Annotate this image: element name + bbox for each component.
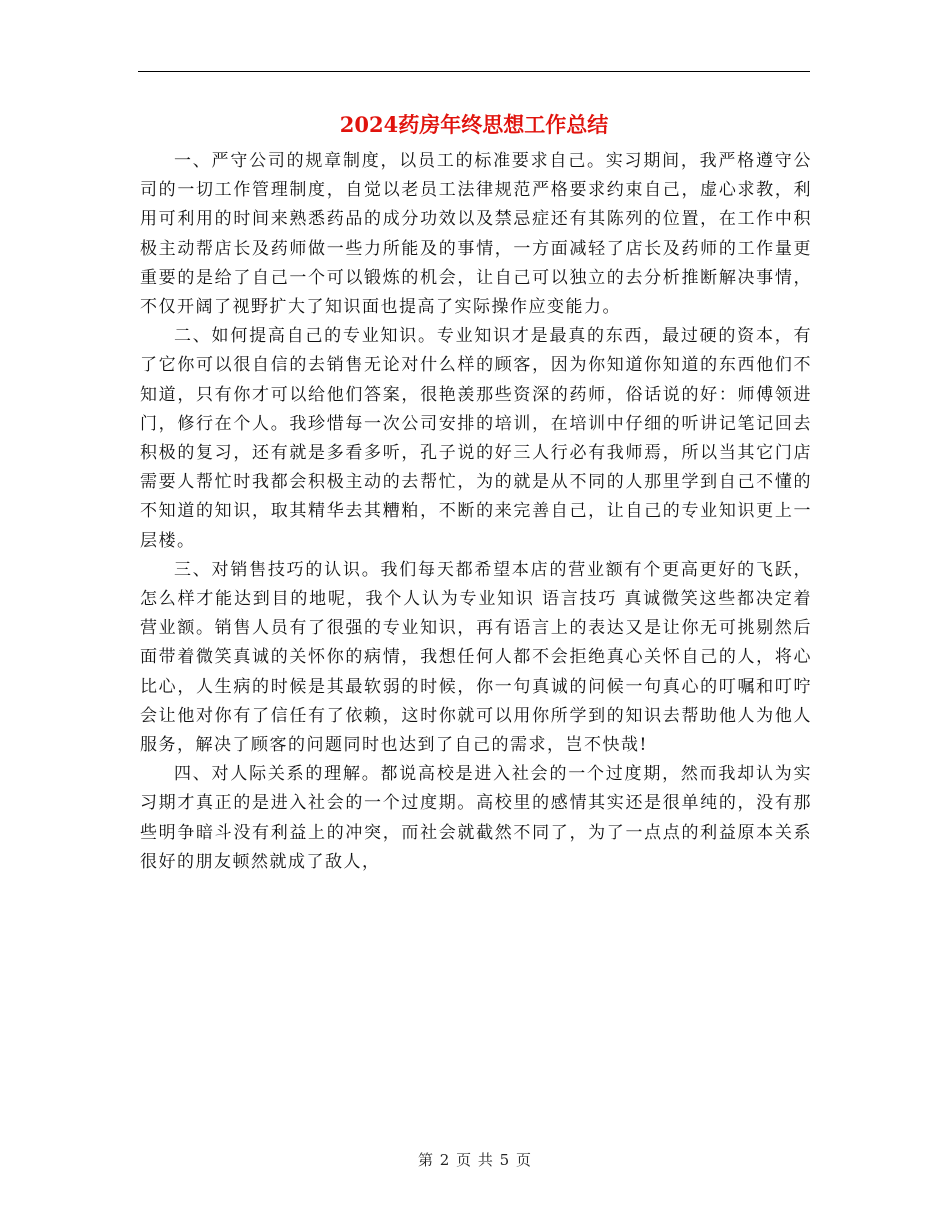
paragraph-2: 二、如何提高自己的专业知识。专业知识才是最真的东西，最过硬的资本，有了它你可以很自信的去销售无论对什么样的顾客，因为你知道你知道的东西他们不知道，只有你才可以给他们答案，很艳羡那些资深的药师，俗话说的好：师傅领进门，修行在个人。我珍惜每一次公司安排的培训，在培训中仔细的听讲记笔记回去积极的复习，还有就是多看多听，孔子说的好三人行必有我师焉，所以当其它门店需要人帮忙时我都会积极主动的去帮忙，为的就是从不同的人那里学到自己不懂的不知道的知识，取其精华去其糟粕，不断的来完善自己，让自己的专业知识更上一层楼。	[140, 326, 812, 551]
paragraph-4: 四、对人际关系的理解。都说高校是进入社会的一个过度期，然而我却认为实习期才真正的是进入社会的一个过度期。高校里的感情其实还是很单纯的，没有那些明争暗斗没有利益上的冲突，而社会就截然不同了，为了一点点的利益原本关系很好的朋友顿然就成了敌人，	[140, 764, 812, 872]
header-rule	[138, 71, 810, 72]
paragraph-3: 三、对销售技巧的认识。我们每天都希望本店的营业额有个更高更好的飞跃，怎么样才能达到目的地呢，我个人认为专业知识 语言技巧 真诚微笑这些都决定着营业额。销售人员有了很强的专业知识，再有语言上的表达又是让你无可挑剔然后面带着微笑真诚的关怀你的病情，我想任何人都不会拒绝真心关怀自己的人，将心比心，人生病的时候是其最软弱的时候，你一句真诚的问候一句真心的叮嘱和叮咛会让他对你有了信任有了依赖，这时你就可以用你所学到的知识去帮助他人为他人服务，解决了顾客的问题同时也达到了自己的需求，岂不快哉!	[140, 559, 812, 756]
page-number-footer: 第 2 页 共 5 页	[418, 1151, 532, 1169]
paragraph-1: 一、严守公司的规章制度，以员工的标准要求自己。实习期间，我严格遵守公司的一切工作管理制度，自觉以老员工法律规范严格要求约束自己，虚心求教，利用可利用的时间来熟悉药品的成分功效以及禁忌症还有其陈列的位置，在工作中积极主动帮店长及药师做一些力所能及的事情，一方面减轻了店长及药师的工作量更重要的是给了自己一个可以锻炼的机会，让自己可以独立的去分析推断解决事情，不仅开阔了视野扩大了知识面也提高了实际操作应变能力。	[140, 151, 812, 318]
document-body	[140, 147, 812, 877]
document-title: 2024药房年终思想工作总结	[339, 112, 609, 137]
